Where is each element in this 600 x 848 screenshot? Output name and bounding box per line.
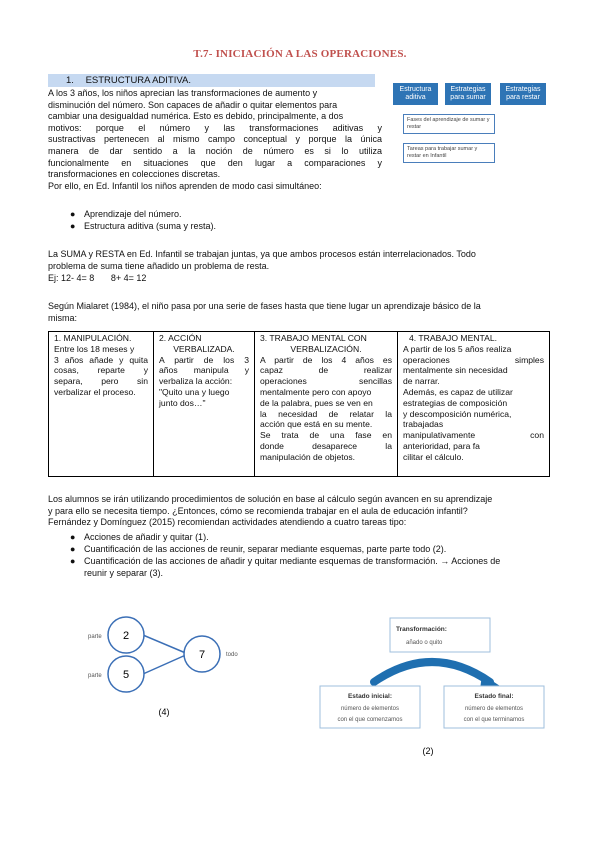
suma-resta-paragraph [48, 249, 553, 272]
connector-line [143, 635, 188, 654]
phase-text: Además, es capaz de utilizar [403, 386, 513, 397]
list-item: ● Aprendizaje del número. [70, 209, 182, 219]
example-resta: 12- 4= 8 [61, 273, 95, 283]
phase-text: Se trata de una fase en [260, 430, 392, 441]
final-state-title: Estado final: [474, 693, 514, 700]
phase-text: operaciones simples [403, 354, 544, 365]
phase-cell [49, 332, 154, 477]
phase-title: VERBALIZACIÓN. [290, 343, 362, 354]
initial-state-text: con el que comenzamos [337, 717, 403, 723]
concept-box-sumar: Estrategias para sumar [445, 83, 491, 105]
phase-text: A partir de los 4 años es [260, 354, 392, 365]
phase-text: verbaliza la acción: [159, 376, 233, 387]
phase-cell [398, 332, 550, 477]
text-line: La SUMA y RESTA en Ed. Infantil se trabajan juntas, ya que ambos procesos están interrelacionados. Todo [48, 249, 476, 259]
phase-text: manipulación de objetos. [260, 451, 356, 462]
phase-text: donde desaparece la [260, 440, 392, 451]
example-label: Ej: [48, 273, 59, 283]
transformation-box [390, 618, 490, 652]
phase-text: A partir de los 3 [159, 354, 249, 365]
phase-text: Entre los 18 meses y [54, 343, 135, 354]
text-line: cambiar una desigualdad numérica. Esto es debido, principalmente, a dos [48, 111, 344, 122]
phase-text: anterioridad, para fa [403, 440, 480, 451]
phase-text: junto dos…" [159, 397, 206, 408]
transformation-arrow [374, 662, 490, 682]
phase-text: cosas, reparte y [54, 365, 148, 376]
whole-label: todo [226, 652, 238, 658]
phase-text: capaz de realizar [260, 365, 392, 376]
mialaret-paragraph [48, 301, 553, 324]
text-line: disminución del número. Son capaces de añadir o quitar elementos para [48, 99, 338, 110]
list-item-continuation: reunir y separar (3). [84, 568, 164, 578]
phase-title: VERBALIZADA. [173, 343, 235, 354]
concept-box-estructura: Estructura aditiva [393, 83, 438, 105]
phase-text: 3 años añade y quita [54, 354, 148, 365]
phase-text: de la palabra, pues se ven en [260, 397, 373, 408]
phase-cell [255, 332, 398, 477]
initial-state-text: número de elementos [340, 706, 400, 712]
text-line: y para ello se necesita tiempo. ¿Entonces, cómo se recomienda trabajar en el aula de educación infantil? [48, 505, 468, 516]
tareas-list [70, 531, 554, 579]
section-title: ESTRUCTURA ADITIVA. [85, 75, 191, 86]
whole-value: 7 [198, 649, 206, 661]
text-line: Según Mialaret (1984), el niño pasa por una serie de fases hasta que tiene lugar un aprendizaje básico de la [48, 301, 481, 311]
section-heading [48, 74, 375, 87]
list-item: ● Cuantificación de las acciones de añadir y quitar mediante esquemas de transformación. → Acciones de [70, 556, 501, 566]
page-title: T.7- INICIACIÓN A LAS OPERACIONES. [193, 48, 407, 60]
list-item: ● Estructura aditiva (suma y resta). [70, 221, 217, 231]
text-line: Los alumnos se irán utilizando procedimientos de solución en base al cálculo según avancen en su aprendizaje [48, 494, 493, 504]
concept-note-tareas: Tareas para trabajar sumar y restar en Infantil [403, 143, 495, 163]
text-line: Fernández y Domínguez (2015) recomiendan actividades atendiendo a cuatro tareas tipo: [48, 517, 407, 528]
phase-text: y descomposición numérica, [403, 408, 512, 419]
phase-title: 4. TRABAJO MENTAL. [409, 333, 498, 343]
list-item: ● Cuantificación de las acciones de reunir, separar mediante esquemas, parte parte todo (2). [70, 544, 447, 554]
part-value-1: 2 [122, 630, 130, 642]
text-line: transformaciones en colecciones discretas. [48, 169, 221, 180]
phase-title: 3. TRABAJO MENTAL CON [260, 333, 367, 343]
phase-title: 2. ACCIÓN [159, 333, 202, 343]
phases-table [48, 331, 550, 477]
text-line: problema de suma tiene añadido un problema de resta. [48, 260, 270, 271]
text-line: misma: [48, 312, 77, 323]
text-line: funcionalmente en situaciones que den lugar a comparaciones y [48, 157, 382, 168]
example-line [48, 273, 348, 285]
concept-note-fases: Fases del aprendizaje de sumar y restar [403, 114, 495, 134]
phase-text: operaciones sencillas [260, 376, 392, 387]
final-state-text: con el que terminamos [463, 717, 525, 723]
phase-text: separa, pero sin [54, 376, 148, 387]
phase-text: mentalmente pero con apoyo [260, 386, 372, 397]
phase-text: de narrar. [403, 376, 440, 387]
phase-text: la necesidad de relatar la [260, 408, 392, 419]
phase-title: 1. MANIPULACIÓN. [54, 333, 132, 343]
text-line: A los 3 años, los niños aprecian las transformaciones de aumento y [48, 88, 318, 98]
transformation-subtitle: añado o quito [406, 640, 443, 646]
phase-text: manipulativamente con [403, 430, 544, 441]
list-item: ● Acciones de añadir y quitar (1). [70, 532, 209, 542]
concept-box-restar: Estrategias para restar [500, 83, 546, 105]
example-suma: 8+ 4= 12 [110, 273, 147, 283]
phase-text: "Quito una y luego [159, 386, 230, 397]
phase-text: mentalmente sin necesidad [403, 365, 508, 376]
transformation-diagram [312, 614, 552, 759]
figure-caption: (4) [158, 707, 170, 717]
phase-text: estrategias de composición [403, 397, 508, 408]
phase-text: trabajadas [403, 419, 444, 430]
transformation-title: Transformación: [396, 626, 447, 633]
intro-paragraph [48, 88, 382, 192]
text-line: Por ello, en Ed. Infantil los niños aprenden de modo casi simultáneo: [48, 180, 322, 191]
part-part-whole-diagram [80, 612, 270, 722]
phase-text: años manipula y [159, 365, 249, 376]
phase-text: verbalizar el proceso. [54, 386, 136, 397]
part-value-2: 5 [122, 669, 130, 681]
section-number: 1. [66, 75, 74, 86]
initial-state-title: Estado inicial: [347, 693, 393, 700]
text-line: sustractivas pertenecen al mismo campo conceptual y porque la única [48, 134, 382, 145]
alumnos-paragraph [48, 494, 553, 529]
final-state-text: número de elementos [464, 706, 524, 712]
part-label-1: parte [88, 634, 102, 640]
figure-caption: (2) [422, 746, 434, 756]
phase-text: cilitar el cálculo. [403, 451, 464, 462]
text-line: manera de dar sentido a la noción de número es si lo utiliza [48, 145, 382, 156]
intro-bullets [70, 208, 484, 232]
text-line: motivos: porque el número y las transformaciones aditivas y [48, 122, 382, 133]
connector-line [143, 654, 188, 674]
part-label-2: parte [88, 673, 102, 679]
phase-text: acción que está en su mente. [260, 419, 373, 430]
phase-text: A partir de los 5 años realiza [403, 343, 512, 354]
phase-cell [154, 332, 255, 477]
